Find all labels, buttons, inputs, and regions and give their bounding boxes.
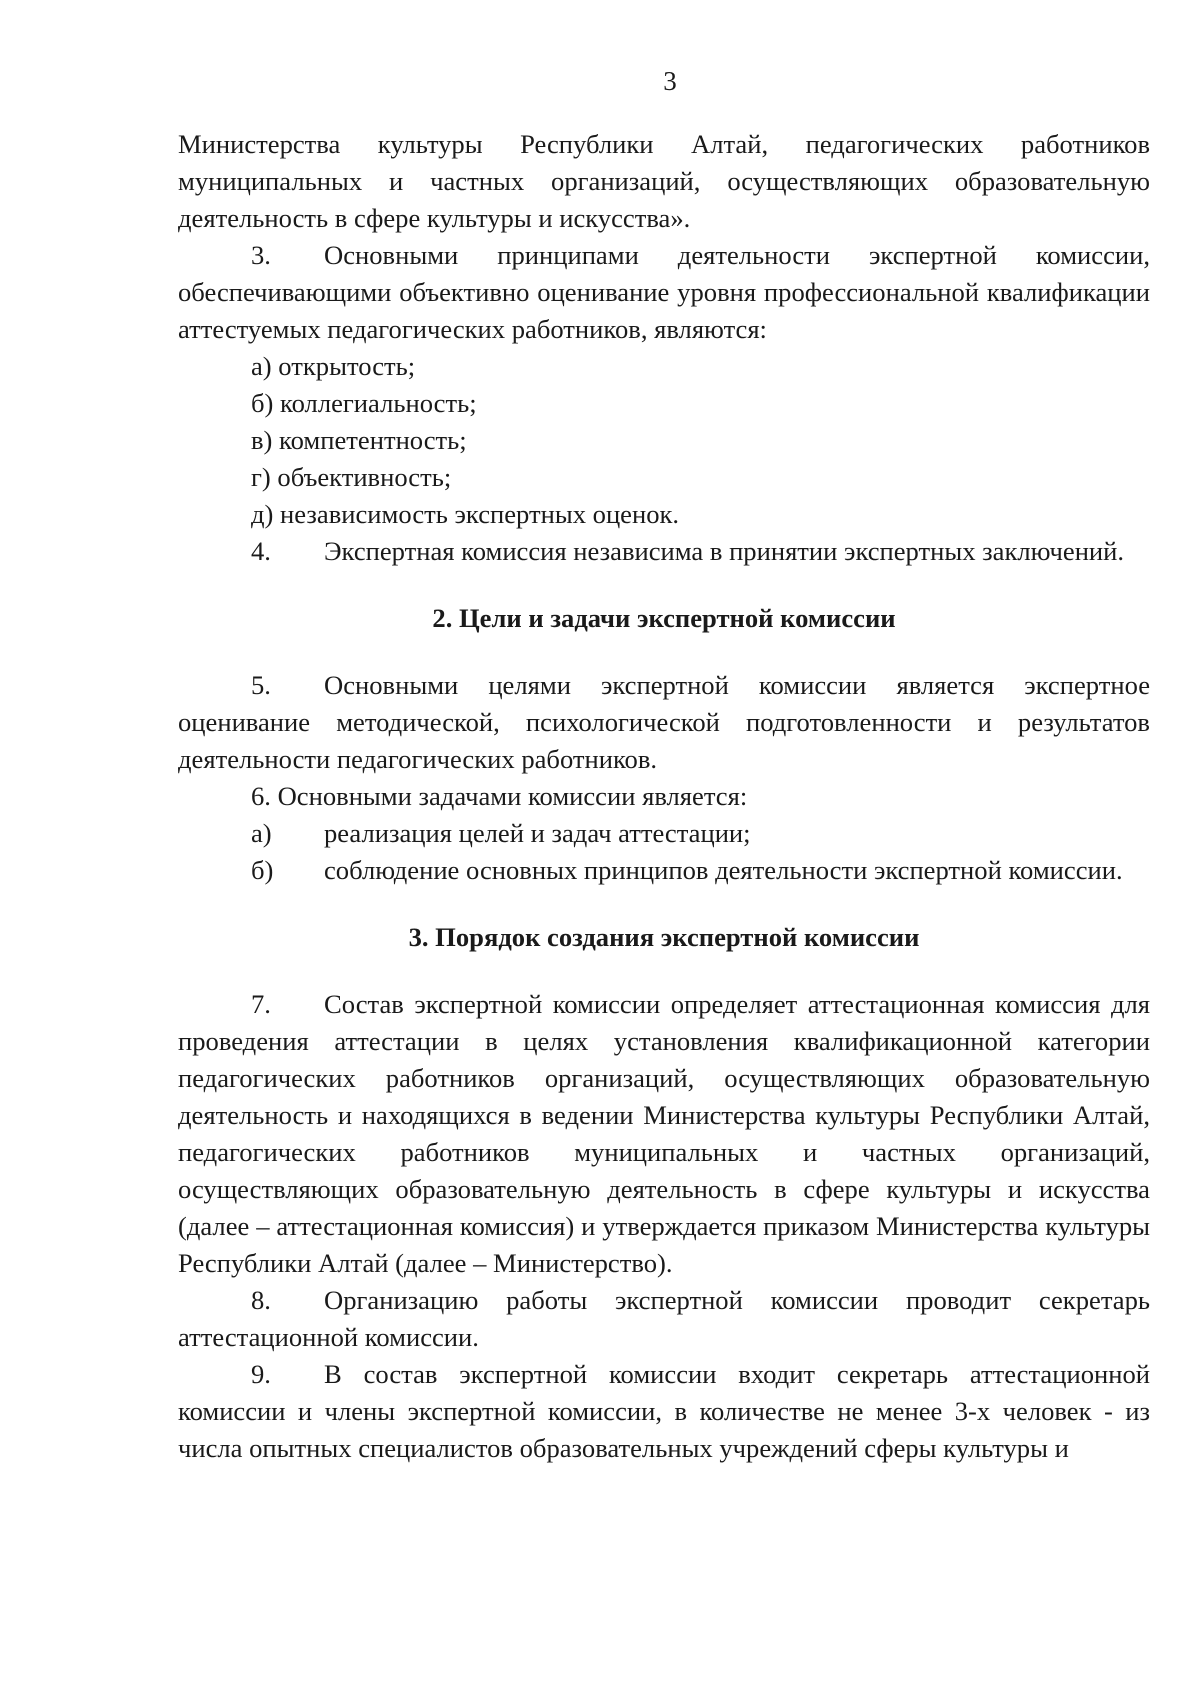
paragraph-text: Основными целями экспертной комиссии является экспертное оценивание методической, психологической подготовленности и результатов деятельности педагогических работников. (178, 670, 1150, 774)
paragraph-text: соблюдение основных принципов деятельности экспертной комиссии. (324, 855, 1123, 885)
paragraph-number: 7. (251, 989, 271, 1019)
page-number: 3 (663, 66, 677, 96)
paragraph-3 (178, 237, 1150, 348)
list-item-b: б) коллегиальность; (251, 388, 477, 418)
paragraph-number: 4. (251, 536, 271, 566)
paragraph-text: Организацию работы экспертной комиссии проводит секретарь аттестационной комиссии. (178, 1285, 1150, 1352)
paragraph-intro: Министерства культуры Республики Алтай, педагогических работников муниципальных и частных организаций, осуществляющих образовательную деятельность в сфере культуры и искусства». (178, 129, 1150, 233)
paragraph-text: Экспертная комиссия независима в принятии экспертных заключений. (324, 536, 1125, 566)
paragraph-text: Состав экспертной комиссии определяет аттестационная комиссия для проведения аттестации в целях установления квалификационной категории педагогических работников организаций, осуществляющих образовательную деятельность и находящихся в ведении Министерства культуры Республики Алтай, педагогических работников муниципальных и частных организаций, осуществляющих образовательную деятельность в сфере культуры и искусства (далее – аттестационная комиссия) и утверждается приказом Министерства культуры Республики Алтай (далее – Министерство). (178, 989, 1150, 1278)
paragraph-7 (178, 986, 1150, 1282)
paragraph-4 (178, 533, 1150, 570)
list-item-g: г) объективность; (251, 462, 452, 492)
paragraph-6a (178, 815, 1150, 852)
paragraph-text: реализация целей и задач аттестации; (324, 818, 751, 848)
section-heading-3: 3. Порядок создания экспертной комиссии (408, 922, 920, 952)
list-item-d: д) независимость экспертных оценок. (251, 499, 680, 529)
paragraph-8 (178, 1282, 1150, 1356)
paragraph-number: а) (251, 818, 272, 848)
paragraph-number: 8. (251, 1285, 271, 1315)
paragraph-6b (178, 852, 1150, 889)
paragraph-number: б) (251, 855, 274, 885)
document-body (178, 126, 1150, 1467)
paragraph-number: 9. (251, 1359, 271, 1389)
paragraph-6: 6. Основными задачами комиссии является: (251, 781, 748, 811)
section-heading-2: 2. Цели и задачи экспертной комиссии (432, 603, 896, 633)
paragraph-text: Основными принципами деятельности экспертной комиссии, обеспечивающими объективно оценивание уровня профессиональной квалификации аттестуемых педагогических работников, являются: (178, 240, 1150, 344)
list-item-v: в) компетентность; (251, 425, 467, 455)
paragraph-5 (178, 667, 1150, 778)
paragraph-number: 3. (251, 240, 271, 270)
list-item-a: а) открытость; (251, 351, 416, 381)
paragraph-text: В состав экспертной комиссии входит секретарь аттестационной комиссии и члены экспертной комиссии, в количестве не менее 3-х человек - из числа опытных специалистов образовательных учреждений сферы культуры и (178, 1359, 1150, 1463)
paragraph-9 (178, 1356, 1150, 1467)
paragraph-number: 5. (251, 670, 271, 700)
